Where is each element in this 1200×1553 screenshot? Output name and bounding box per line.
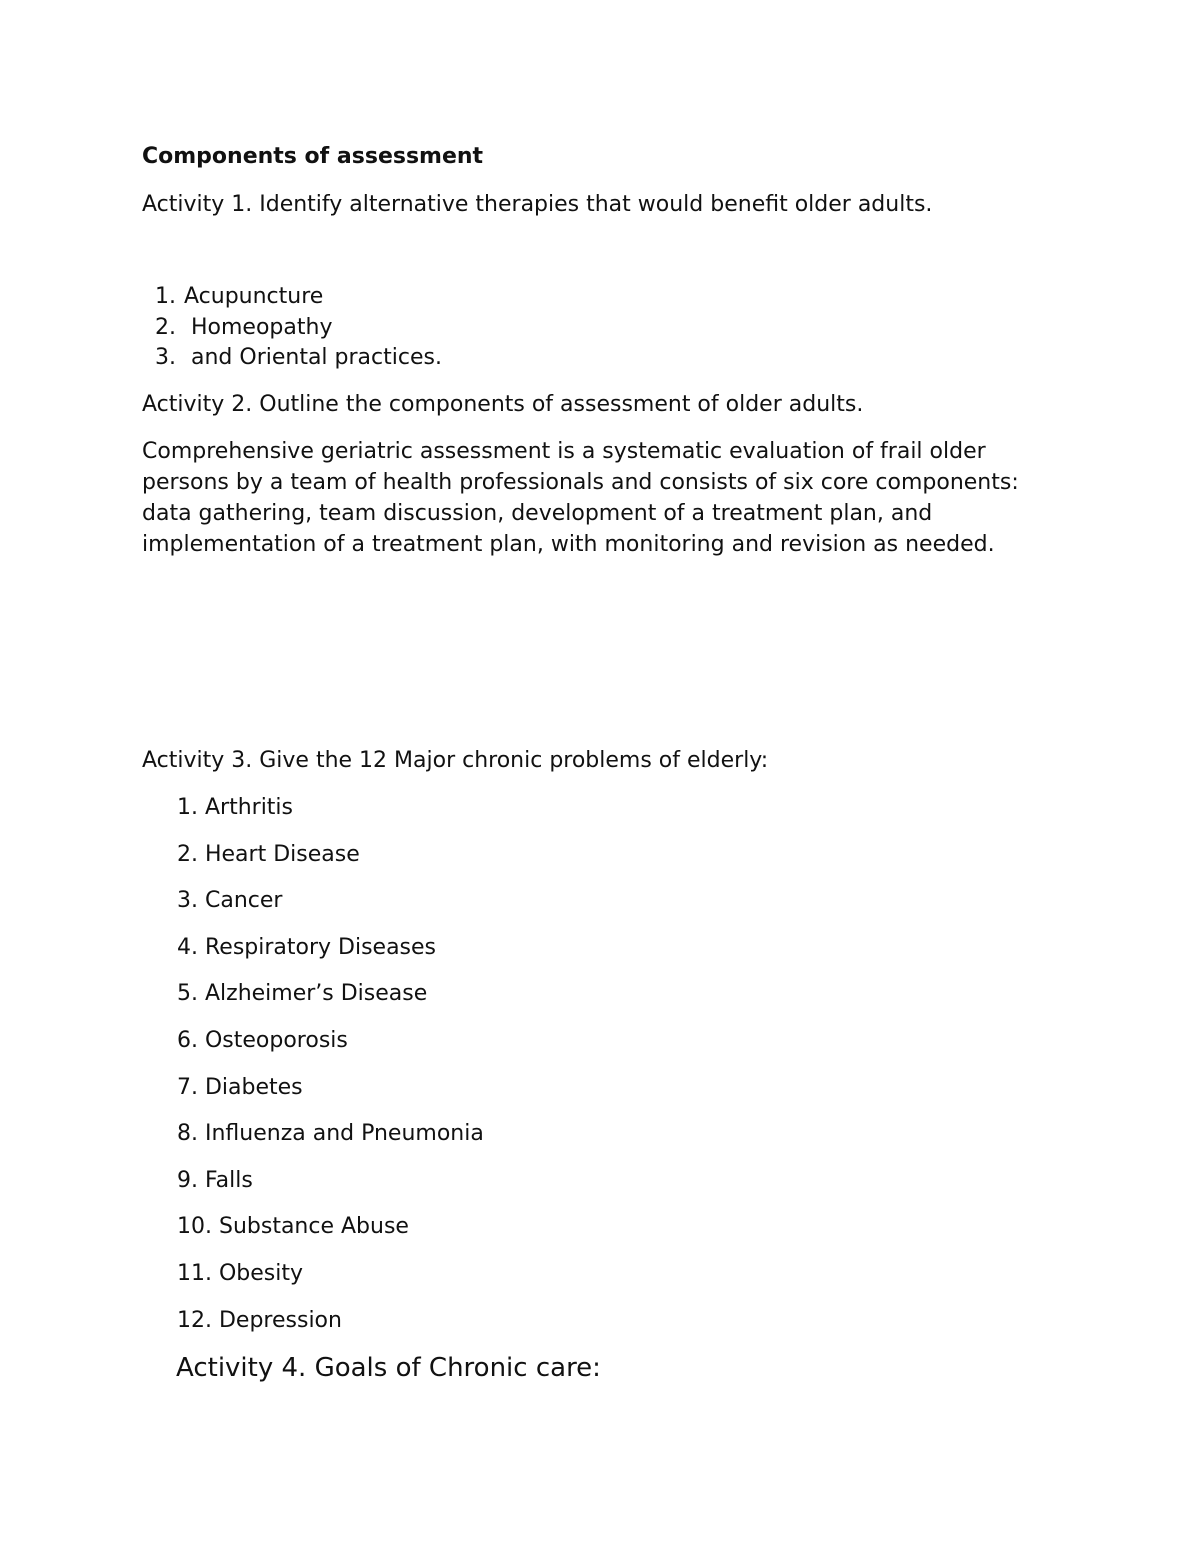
chronic-problems-list xyxy=(177,792,484,1351)
list-item-text: Homeopathy xyxy=(184,314,333,340)
list-item-text: and Oriental practices. xyxy=(184,345,442,370)
list-item: 5. Alzheimer’s Disease xyxy=(177,981,428,1007)
list-item: 9. Falls xyxy=(177,1167,253,1193)
list-item-text: Acupuncture xyxy=(184,284,324,309)
list-item: 12. Depression xyxy=(177,1307,342,1333)
list-item: 1. Arthritis xyxy=(177,795,294,820)
list-item: 7. Diabetes xyxy=(177,1074,303,1100)
activity2-prompt: Activity 2. Outline the components of assessment of older adults. xyxy=(142,392,864,417)
list-item-number: 3. xyxy=(155,345,176,370)
list-item: 11. Obesity xyxy=(177,1260,304,1286)
list-item: 4. Respiratory Diseases xyxy=(177,934,437,960)
activity3-prompt: Activity 3. Give the 12 Major chronic problems of elderly: xyxy=(142,748,769,773)
activity1-prompt: Activity 1. Identify alternative therapies that would benefit older adults. xyxy=(142,192,933,217)
list-item: 8. Influenza and Pneumonia xyxy=(177,1121,484,1147)
list-item: 3. Cancer xyxy=(177,888,283,914)
activity2-answer: Comprehensive geriatric assessment is a systematic evaluation of frail older persons by a team of health professionals and consists of six core components: data gathering, team discussion, development of a treatment plan, and implementation of a treatment plan, with monitoring and revision as needed. xyxy=(142,439,1019,557)
activity4-prompt: Activity 4. Goals of Chronic care: xyxy=(176,1353,601,1383)
list-item: 2. Heart Disease xyxy=(177,841,360,867)
list-item xyxy=(142,282,442,313)
alternative-therapies-list xyxy=(142,282,442,374)
document-title: Components of assessment xyxy=(142,144,484,169)
list-item xyxy=(142,313,442,344)
list-item-number: 1. xyxy=(155,284,176,309)
list-item xyxy=(142,343,442,374)
list-item: 6. Osteoporosis xyxy=(177,1027,348,1053)
list-item-number: 2. xyxy=(155,314,176,340)
list-item: 10. Substance Abuse xyxy=(177,1214,409,1240)
